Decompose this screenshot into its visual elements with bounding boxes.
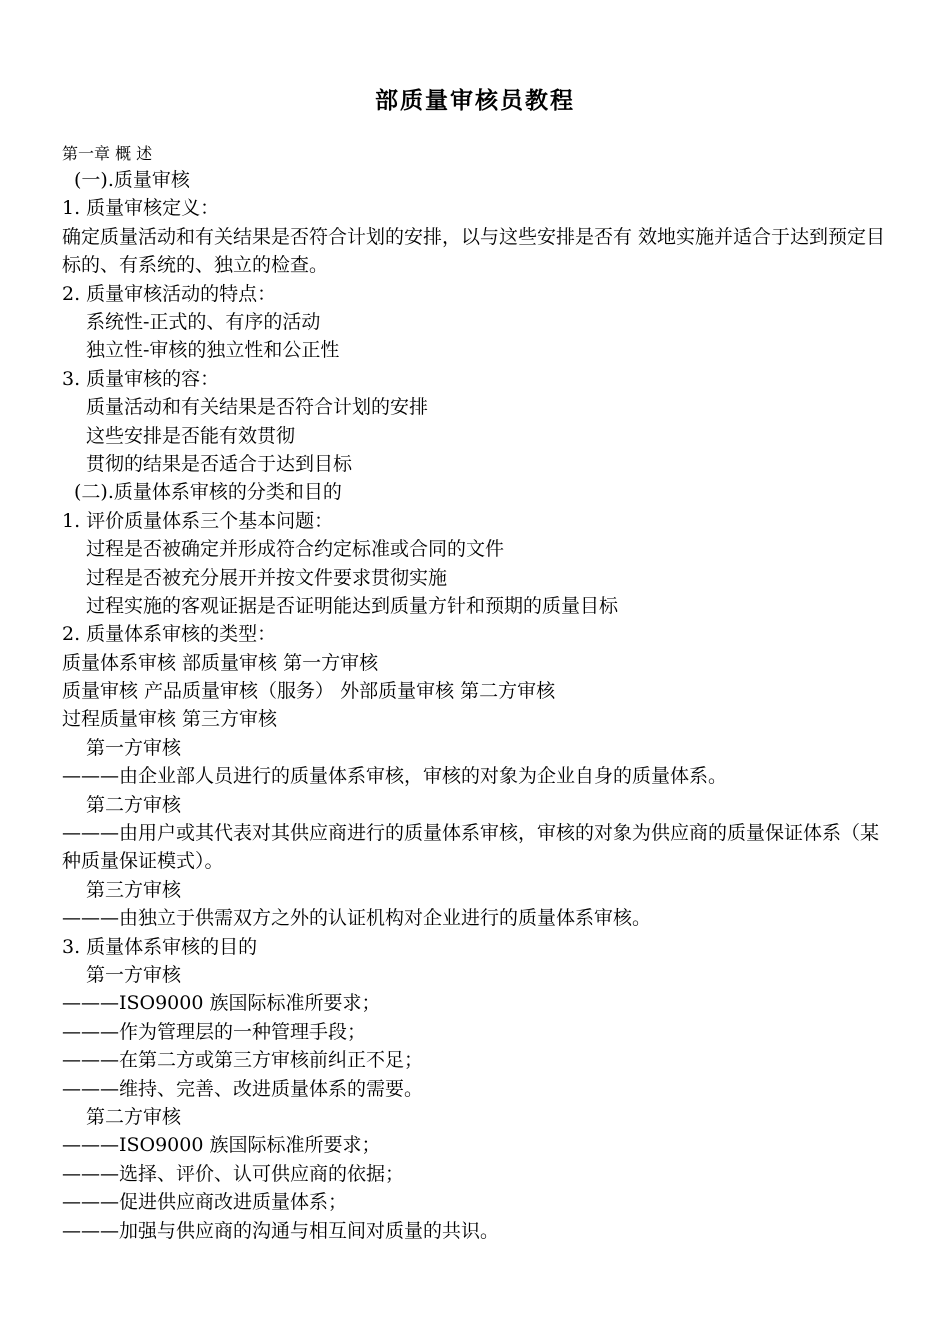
text-line: ———ISO9000 族国际标准所要求； — [62, 1134, 381, 1157]
text-line: 第二方审核 — [86, 793, 182, 816]
text-line: ———在第二方或第三方审核前纠正不足； — [62, 1049, 424, 1072]
text-line: 独立性-审核的独立性和公正性 — [86, 339, 340, 362]
text-line: 质量体系审核 部质量审核 第一方审核 — [62, 651, 379, 674]
text-line: 系统性-正式的、有序的活动 — [86, 310, 321, 333]
text-line: ———作为管理层的一种管理手段； — [62, 1020, 367, 1043]
text-line: 第一方审核 — [86, 964, 182, 986]
text-line: ———由用户或其代表对其供应商进行的质量体系审核，审核的对象为供应商的质量保证体系（某种质量保证模式）。 — [62, 822, 880, 873]
text-line: 2. 质量审核活动的特点： — [62, 282, 277, 305]
text-line: ———加强与供应商的沟通与相互间对质量的共识。 — [62, 1219, 500, 1242]
text-line: 贯彻的结果是否适合于达到目标 — [86, 452, 353, 475]
text-line: 第三方审核 — [86, 878, 182, 901]
text-line: 3. 质量体系审核的目的 — [62, 935, 258, 958]
text-line: 这些安排是否能有效贯彻 — [86, 424, 296, 447]
text-line: 质量审核 产品质量审核（服务） 外部质量审核 第二方审核 — [62, 680, 556, 703]
text-line: ———由独立于供需双方之外的认证机构对企业进行的质量体系审核。 — [62, 907, 652, 930]
text-line: 1. 评价质量体系三个基本问题： — [62, 509, 334, 532]
text-line: 1. 质量审核定义： — [62, 197, 220, 220]
document-body — [62, 142, 888, 1245]
text-line: ———选择、评价、认可供应商的依据； — [62, 1162, 405, 1185]
text-line: 2. 质量体系审核的类型： — [62, 623, 277, 646]
text-line: 确定质量活动和有关结果是否符合计划的安排，以与这些安排是否有 效地实施并适合于达到预定目标的、有系统的、独立的检查。 — [62, 225, 886, 277]
section-heading: (一).质量审核 — [74, 169, 190, 191]
text-line: 第二方审核 — [86, 1105, 182, 1128]
document-title: 部质量审核员教程 — [375, 87, 575, 114]
text-line: ———促进供应商改进质量体系； — [62, 1191, 348, 1214]
text-line: 3. 质量审核的容： — [62, 367, 220, 390]
text-line: 质量活动和有关结果是否符合计划的安排 — [86, 396, 429, 419]
text-line: ———维持、完善、改进质量体系的需要。 — [62, 1077, 424, 1100]
text-line: 过程是否被确定并形成符合约定标准或合同的文件 — [86, 538, 505, 561]
section-heading: (二).质量体系审核的分类和目的 — [74, 481, 342, 504]
text-line: 过程实施的客观证据是否证明能达到质量方针和预期的质量目标 — [86, 594, 619, 617]
text-line: 过程质量审核 第三方审核 — [62, 708, 278, 731]
chapter-heading: 第一章 概 述 — [62, 144, 153, 163]
text-line: 过程是否被充分展开并按文件要求贯彻实施 — [86, 566, 448, 589]
text-line: 第一方审核 — [86, 736, 182, 759]
text-line: ———ISO9000 族国际标准所要求； — [62, 992, 381, 1015]
text-line: ———由企业部人员进行的质量体系审核，审核的对象为企业自身的质量体系。 — [62, 765, 728, 788]
